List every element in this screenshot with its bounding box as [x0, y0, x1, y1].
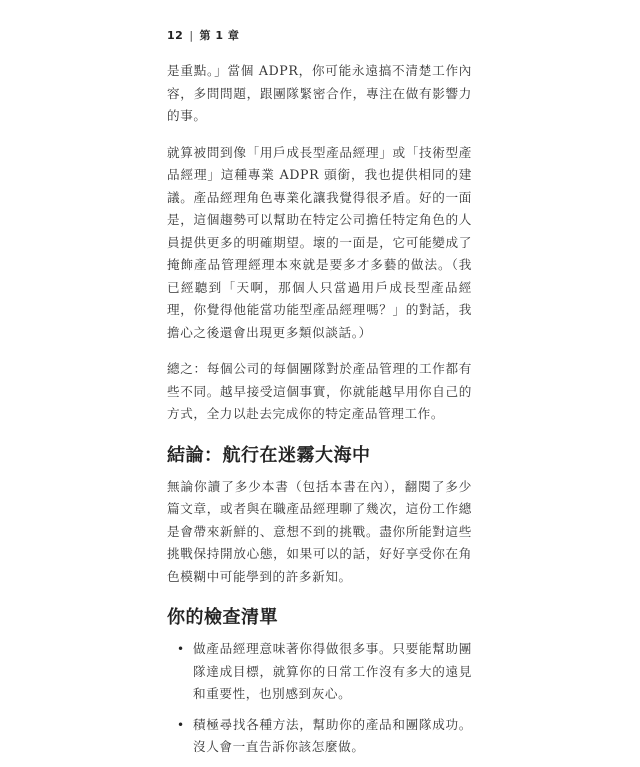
paragraph-3: 總之：每個公司的每個團隊對於產品管理的工作都有些不同。越早接受這個事實，你就能越早用你自己的方式，全力以赴去完成你的特定產品管理工作。	[167, 361, 472, 421]
paragraph-1: 是重點。」當個 ADPR，你可能永遠搞不清楚工作內容，多問問題，跟團隊緊密合作，專注在做有影響力的事。	[167, 63, 472, 123]
checklist-item	[167, 638, 472, 706]
section-heading-checklist: 你的檢查清單	[167, 607, 278, 628]
checklist-item-text: 做產品經理意味著你得做很多事。只要能幫助團隊達成目標，就算你的日常工作沒有多大的遠見和重要性，也別感到灰心。	[193, 641, 472, 701]
section-heading-conclusion: 結論：航行在迷霧大海中	[167, 444, 371, 466]
bullet-icon: •	[177, 642, 185, 656]
header-separator: |	[189, 29, 194, 42]
paragraph-2: 就算被問到像「用戶成長型產品經理」或「技術型產品經理」這種專業 ADPR 頭銜，我也提供相同的建議。產品經理角色專業化讓我覺得很矛盾。好的一面是，這個趨勢可以幫助在特定公司擔任特定角色的人員提供更多的明確期望。壞的一面是，它可能變成了掩飾產品管理經理本來就是要多才多藝的做法。（我已經聽到「天啊，那個人只當過用戶成長型產品經理，你覺得他能當功能型產品經理嗎？」的對話，我擔心之後還會出現更多類似談話。）	[167, 144, 472, 340]
page-number: 12	[167, 29, 184, 42]
checklist-item	[167, 714, 472, 759]
conclusion-paragraph: 無論你讀了多少本書（包括本書在內），翻閱了多少篇文章，或者與在職產品經理聊了幾次，這份工作總是會帶來新鮮的、意想不到的挑戰。盡你所能對這些挑戰保持開放心態，如果可以的話，好好享受你在角色模糊中可能學到的許多新知。	[167, 478, 472, 584]
chapter-label: 第 1 章	[199, 29, 240, 42]
page-body	[167, 60, 472, 767]
bullet-icon: •	[177, 717, 185, 732]
checklist-item-text: 積極尋找各種方法，幫助你的產品和團隊成功。沒人會一直告訴你該怎麼做。	[193, 716, 472, 754]
checklist	[167, 638, 472, 759]
running-head	[167, 27, 239, 43]
